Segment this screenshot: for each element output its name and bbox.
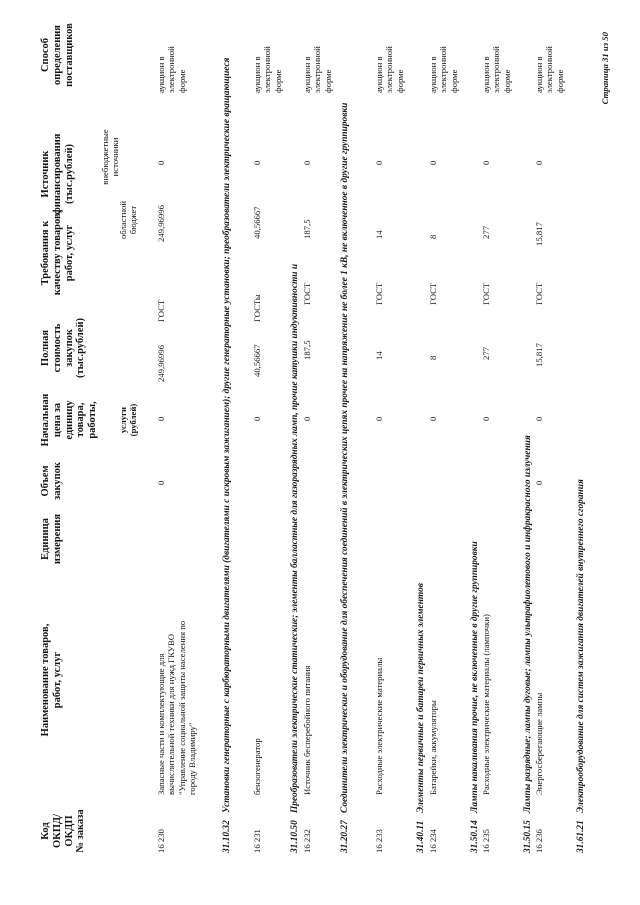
row-regional: 249,96996 xyxy=(156,205,166,242)
row-quality: ГОСТ xyxy=(481,282,491,305)
group-title: Лампы накаливания прочие, не включенные в другие группировки xyxy=(470,541,480,813)
row-unit-price: 0 xyxy=(481,416,491,421)
row-name: Запасные части и комплектующие для вычислительной техники для нужд ГКУВО "Управление социальной защиты населения по городу Владимиру" xyxy=(156,620,198,795)
row-quality: ГОСТ xyxy=(428,282,438,305)
row-regional: 14 xyxy=(374,230,384,239)
row-quality: ГОСТ xyxy=(156,299,166,322)
row-total: 8 xyxy=(428,355,438,360)
row-code: 16 230 xyxy=(156,829,166,853)
group-title: Электрооборудование для систем зажигания двигателей внутреннего сгорания xyxy=(576,479,586,813)
row-unit-price: 0 xyxy=(534,416,544,421)
group-title: Установки генераторные с карбюраторными двигателями (двигателями с искровым зажиганием); другие генераторные установки; преобразователи электрические вращающиеся xyxy=(222,57,232,813)
row-volume: 0 xyxy=(156,480,166,485)
group-heading xyxy=(290,33,301,853)
row-code: 16 236 xyxy=(534,829,544,853)
row-regional: 187,5 xyxy=(302,219,312,239)
header-funding-regional: областной бюджет xyxy=(118,200,139,240)
group-code: 31.20.27 xyxy=(340,820,350,853)
row-unit-price: 0 xyxy=(374,416,384,421)
row-extra: 0 xyxy=(428,160,438,165)
row-volume: 0 xyxy=(534,480,544,485)
row-code: 16 235 xyxy=(481,829,491,853)
row-method: аукцион в электронной форме xyxy=(374,46,405,93)
header-funding: Источник финансирования (тыс.рублей) xyxy=(40,133,75,215)
page-number: Страница 31 из 50 xyxy=(600,32,610,105)
group-code: 31.10.32 xyxy=(222,820,232,853)
row-name: бензогенератор xyxy=(252,738,262,795)
row-name: Батарейки, аккумуляторы xyxy=(428,700,438,795)
group-heading xyxy=(470,33,481,853)
row-total: 15,817 xyxy=(534,343,544,367)
row-quality: ГОСТы xyxy=(252,294,262,322)
row-code: 16 234 xyxy=(428,829,438,853)
row-unit-price: 0 xyxy=(428,416,438,421)
row-regional: 8 xyxy=(428,234,438,239)
row-code: 16 233 xyxy=(374,829,384,853)
group-code: 31.40.11 xyxy=(416,820,426,853)
row-total: 187,5 xyxy=(302,340,312,360)
group-heading xyxy=(576,33,587,853)
group-title: Лампы разрядные; лампы дуговые; лампы ультрафиолетового и инфракрасного излучения xyxy=(523,435,533,813)
row-method: аукцион в электронной форме xyxy=(534,46,565,93)
row-unit-price: 0 xyxy=(302,416,312,421)
row-method: аукцион в электронной форме xyxy=(428,46,459,93)
row-quality: ГОСТ xyxy=(302,282,312,305)
row-method: аукцион в электронной форме xyxy=(252,46,283,93)
row-regional: 277 xyxy=(481,225,491,239)
row-regional: 15,817 xyxy=(534,222,544,246)
row-quality: ГОСТ xyxy=(374,282,384,305)
row-name: Источник бесперебойного питания xyxy=(302,665,312,795)
row-quality: ГОСТ xyxy=(534,282,544,305)
row-extra: 0 xyxy=(374,160,384,165)
row-unit-price: 0 xyxy=(252,416,262,421)
header-total-cost: Полная стоимость закупок (тыс.рублей) xyxy=(40,317,87,379)
row-name: Расходные электрические материалы (лампочки) xyxy=(481,614,491,795)
group-title: Преобразователи электрические статические; элементы балластные для газоразрядных ламп, прочие катушки индуктивности и xyxy=(290,263,300,813)
row-total: 14 xyxy=(374,351,384,360)
group-heading xyxy=(222,33,233,853)
group-code: 31.61.21 xyxy=(576,820,586,853)
row-extra: 0 xyxy=(534,160,544,165)
header-unit-price-sub: услуги (рублей) xyxy=(118,403,139,437)
row-total: 249,96996 xyxy=(156,345,166,382)
row-method: аукцион в электронной форме xyxy=(302,46,333,93)
row-total: 277 xyxy=(481,346,491,360)
row-total: 40,56667 xyxy=(252,344,262,377)
row-method: аукцион в электронной форме xyxy=(156,46,187,93)
row-regional: 40,56667 xyxy=(252,206,262,239)
row-code: 16 232 xyxy=(302,829,312,853)
header-name: Наименование товаров, работ, услуг xyxy=(40,623,63,737)
row-name: Расходные электрические материалы xyxy=(374,657,384,795)
group-heading xyxy=(416,33,427,853)
group-code: 31.50.14 xyxy=(470,820,480,853)
row-extra: 0 xyxy=(156,160,166,165)
row-extra: 0 xyxy=(252,160,262,165)
header-quality: Требования к качеству товаров, работ, услуг xyxy=(40,210,75,296)
row-extra: 0 xyxy=(481,160,491,165)
header-method: Способ определения поставщиков xyxy=(40,23,75,87)
header-volume: Объем закупок xyxy=(40,462,63,500)
row-method: аукцион в электронной форме xyxy=(481,46,512,93)
group-title: Элементы первичные и батареи первичных элементов xyxy=(416,583,426,813)
header-code: Код ОКПД/ ОКДП № заказа xyxy=(40,809,87,853)
row-code: 16 231 xyxy=(252,829,262,853)
header-unit-price: Начальная цена за единицу товара, работы, xyxy=(40,393,99,447)
group-code: 31.50.15 xyxy=(523,820,533,853)
header-funding-extra: внебюджетные источники xyxy=(100,129,121,185)
group-heading xyxy=(340,33,351,853)
group-title: Соединители электрические и оборудование для обеспечения соединений в электрических цепях прочее на напряжение не более 1 кВ, не включенное в другие группировки xyxy=(340,102,350,813)
row-extra: 0 xyxy=(302,160,312,165)
group-heading xyxy=(523,33,534,853)
row-unit-price: 0 xyxy=(156,416,166,421)
header-unit: Единица измерения xyxy=(40,513,63,565)
group-code: 31.10.50 xyxy=(290,820,300,853)
row-name: Энергосберегающие лампы xyxy=(534,692,544,795)
